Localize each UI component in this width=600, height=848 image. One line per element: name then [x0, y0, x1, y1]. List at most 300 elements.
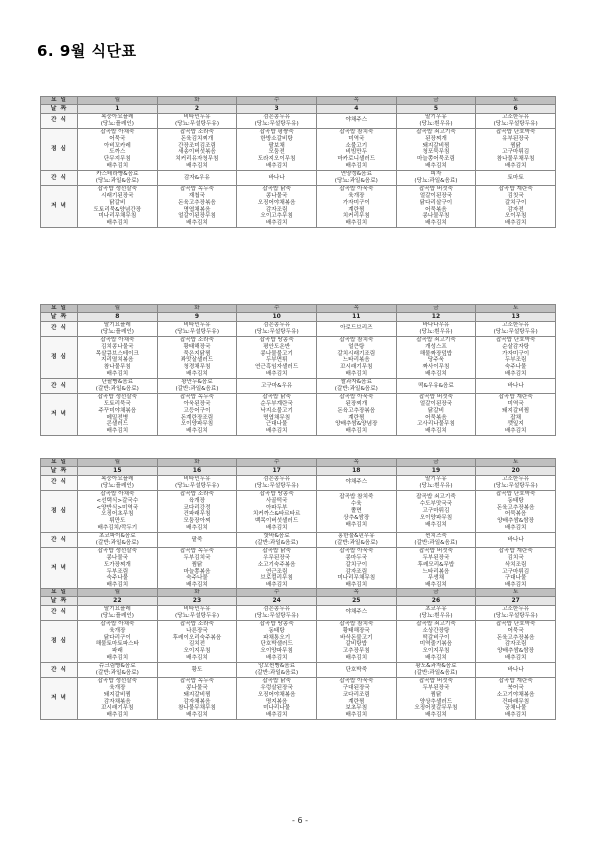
dinner-cell	[157, 393, 237, 435]
day-name: 화	[157, 97, 237, 105]
menu-item: 어묵국	[507, 627, 524, 634]
menu-item: 잡곡밥 소라죽	[179, 128, 215, 135]
menu-item: 돈계란장조림	[180, 414, 214, 421]
menu-item: 얼갈이된장국	[419, 400, 453, 407]
menu-item: 연근조림	[265, 568, 288, 575]
menu-item: 어묵볶음	[425, 206, 447, 213]
menu-item: 된장찌개	[345, 400, 368, 407]
menu-item: 콘샐러드	[106, 421, 129, 428]
day-name: 금	[396, 459, 476, 467]
menu-item: 치커까스&타르타르	[252, 511, 301, 518]
menu-item: 동태탕	[268, 627, 285, 634]
menu-item: 감자채볶음	[183, 698, 211, 705]
menu-item: 얼갈이된장무침	[178, 213, 216, 220]
menu-item: 비타민두유	[183, 606, 211, 612]
lunch-cell	[78, 128, 158, 170]
menu-item: 배추김치	[504, 582, 527, 589]
menu-item: 배추김치	[345, 371, 368, 378]
menu-item: 미나리무채무침	[98, 213, 137, 220]
dinner-cell	[476, 393, 556, 435]
menu-item: 배추김치	[265, 655, 288, 662]
snack-cell	[396, 606, 476, 621]
menu-item: 피자	[430, 171, 442, 178]
menu-item: 구대나물	[504, 575, 527, 582]
menu-item: 두부조림	[106, 568, 129, 575]
snack-cell	[476, 114, 556, 129]
dinner-cell	[237, 677, 317, 719]
menu-item: 느타리볶음	[422, 568, 450, 575]
snack-cell	[78, 322, 158, 337]
menu-item: 바나나	[507, 666, 524, 673]
menu-item: 오징어야채볶음	[257, 199, 296, 206]
day-name: 월	[78, 97, 158, 105]
snack-cell	[237, 606, 317, 621]
menu-item: 어묵국	[109, 135, 126, 142]
date-row	[41, 313, 556, 322]
menu-item: 비타민두유	[183, 476, 211, 482]
menu-item: 잡곡밥 땅콩죽	[259, 620, 294, 627]
row-label-day: 요 일	[41, 97, 78, 105]
dinner-cell	[316, 393, 396, 435]
menu-item: 한방소갈비탕	[260, 135, 293, 142]
date-cell: 10	[237, 313, 317, 322]
menu-item: 비타민두유	[183, 114, 211, 120]
menu-item: 배추김치	[425, 371, 447, 378]
snack-cell	[316, 476, 396, 491]
menu-item: 오이양파무침	[180, 421, 214, 428]
menu-item: 콩나물국	[265, 192, 288, 199]
menu-item: 북어국	[507, 684, 524, 691]
date-cell: 24	[237, 597, 317, 606]
row-label-snack: 간 식	[41, 663, 78, 678]
menu-item: 왕만두&음료	[181, 379, 213, 386]
menu-item: 코다리강정	[183, 504, 211, 511]
menu-item: 마늘쫑볶음	[183, 568, 211, 575]
menu-item: 고소한두유	[502, 606, 530, 612]
menu-item: 돈육고추장볶음	[496, 634, 535, 641]
menu-item: (당뇨:플레인)	[100, 328, 134, 335]
menu-item: 고소한두유	[502, 476, 530, 482]
dinner-cell	[476, 185, 556, 227]
menu-item: 잡곡밥 아채죽	[100, 620, 135, 627]
menu-item: 돼지갈비찜	[103, 691, 131, 698]
menu-item: 배추김치	[504, 220, 527, 227]
menu-item: 배추김치	[345, 163, 368, 170]
menu-item: 육개장	[188, 497, 206, 504]
snack-cell	[157, 476, 237, 491]
menu-item: 치커리유자청무침	[175, 156, 219, 163]
menu-item: 나른장국	[186, 627, 208, 634]
menu-item: (당뇨:무설탕두유)	[174, 482, 220, 489]
menu-item: 돼지갈비찜	[183, 691, 211, 698]
dinner-cell	[237, 185, 317, 227]
menu-item: 배추김치/깍두기	[97, 525, 138, 532]
menu-item: 핫바&음료	[263, 533, 290, 540]
day-name: 토	[476, 305, 556, 313]
snack-cell	[78, 114, 158, 129]
menu-item: 김치전	[188, 641, 206, 648]
snack-cell	[78, 171, 158, 186]
lunch-cell	[78, 620, 158, 662]
menu-item: 가자미구이	[342, 199, 370, 206]
menu-item: (당뇨:과일&음료)	[95, 178, 139, 185]
menu-item: 콩나물무침	[422, 213, 450, 220]
menu-item: 바나나	[268, 174, 285, 181]
menu-item: 바나나	[507, 382, 524, 389]
menu-item: 파래	[111, 648, 123, 655]
menu-item: 잡곡밥 아욱죽	[339, 393, 374, 400]
menu-item: 잡곡밥 녹두죽	[179, 677, 215, 684]
menu-item: 새송이버섯볶음	[178, 149, 216, 156]
menu-item: 배추김치	[425, 582, 447, 589]
menu-item: 두부된장국	[422, 554, 450, 561]
lunch-cell	[476, 620, 556, 662]
menu-item: 잡곡밥 소라죽	[179, 336, 215, 343]
menu-item: 배추김치	[425, 655, 447, 662]
day-name: 화	[157, 459, 237, 467]
menu-item: 검은콩두유	[263, 476, 291, 482]
snack2-row	[41, 533, 556, 548]
snack-cell	[316, 379, 396, 394]
menu-item: (갈반:과일&음료)	[255, 670, 299, 677]
menu-item: 단호박샐러드	[260, 641, 293, 648]
menu-item: 육개장	[109, 627, 126, 634]
dinner-cell	[237, 393, 317, 435]
dinner-row	[41, 185, 556, 227]
menu-item: 팔보채	[268, 142, 285, 149]
menu-item: 오이지무침	[422, 648, 450, 655]
date-cell: 19	[396, 467, 476, 476]
snack-cell	[157, 114, 237, 129]
menu-item: 바삭돈불고기	[340, 634, 373, 641]
menu-item: 잡곡밥 참치죽	[339, 494, 374, 501]
menu-item: 고소한두유	[502, 322, 530, 328]
menu-item: 배추김치	[186, 655, 208, 662]
menu-item: 브로컬리무침	[260, 575, 293, 582]
snack-cell	[78, 606, 158, 621]
menu-item: 쫄면	[350, 508, 362, 514]
menu-item: 잡곡밥 참치죽	[339, 336, 374, 343]
menu-item: (당뇨:무설탕두유)	[174, 612, 220, 619]
menu-item: 바나나	[507, 536, 524, 543]
menu-item: (당뇨:흰우유)	[419, 328, 453, 335]
row-label-lunch: 점 심	[41, 490, 78, 532]
date-cell: 17	[237, 467, 317, 476]
lunch-row	[41, 128, 556, 170]
menu-item: 배추김치	[345, 428, 368, 435]
date-cell: 13	[476, 313, 556, 322]
day-name: 토	[476, 589, 556, 597]
snack2-row	[41, 171, 556, 186]
menu-item: 배추김치	[425, 163, 447, 170]
snack-cell	[396, 533, 476, 548]
menu-week-table	[40, 588, 556, 720]
menu-item: (당뇨:플레인)	[100, 612, 134, 619]
menu-item: 후레이오리숙주볶음	[172, 634, 222, 641]
menu-item: 두부면튀	[265, 357, 288, 364]
menu-item: 배추김치	[106, 655, 129, 662]
menu-item: 얼큰탕	[348, 343, 365, 350]
menu-item: 마늘쫑어묵조림	[417, 156, 455, 163]
menu-item: 배추김치	[504, 712, 527, 719]
menu-item: 찜닭	[430, 691, 442, 698]
snack1-row	[41, 322, 556, 337]
menu-item: 간장조미김조림	[178, 142, 216, 149]
dinner-cell	[157, 547, 237, 589]
dinner-row	[41, 393, 556, 435]
menu-item: 보초무침	[345, 705, 368, 712]
lunch-cell	[237, 336, 317, 378]
menu-item: 양상추샐러드	[419, 698, 453, 705]
menu-item: (당뇨:흰우유)	[419, 482, 453, 489]
snack-cell	[316, 114, 396, 129]
snack-cell	[476, 171, 556, 186]
menu-item: 쌀과자&음료	[340, 379, 372, 386]
day-name: 금	[396, 97, 476, 105]
menu-item: 카스테라빵&음료	[96, 171, 139, 178]
menu-item: 깻잎지	[507, 421, 524, 428]
menu-item: (당뇨:무설탕두유)	[493, 612, 538, 619]
menu-item: 딸기요플레	[103, 606, 131, 612]
page-number: - 6 -	[292, 816, 308, 825]
menu-item: 모둠장아찌	[183, 518, 211, 525]
snack-cell	[157, 379, 237, 394]
menu-item: 참나물무채무침	[178, 705, 216, 712]
menu-item: 배추김치	[265, 220, 288, 227]
menu-item: 콩나물국	[106, 554, 129, 561]
menu-item: 육개장	[109, 684, 126, 691]
menu-item: (갈반:과일&음료)	[95, 670, 139, 677]
date-cell: 1	[78, 105, 158, 114]
row-label-dinner: 저 녁	[41, 547, 78, 589]
menu-item: 코다리조림	[342, 691, 370, 698]
snack-cell	[237, 379, 317, 394]
snack-cell	[316, 171, 396, 186]
menu-item: 바나나우유	[422, 322, 450, 328]
menu-item: 동태탕	[507, 497, 524, 504]
snack-cell	[157, 663, 237, 678]
menu-item: 도까스	[109, 149, 126, 156]
menu-item: 배추김치	[106, 428, 129, 435]
menu-item: 배추김치	[186, 163, 208, 170]
snack-cell	[316, 663, 396, 678]
menu-item: 어묵볶음	[425, 414, 447, 421]
lunch-cell	[78, 336, 158, 378]
menu-item: 배추김치	[106, 371, 129, 378]
menu-item: 배추김치	[265, 582, 288, 589]
menu-item: 배추김치	[345, 712, 368, 719]
menu-item: 잡곡밥 아욱죽	[339, 677, 374, 684]
menu-item: 미나리무채무침	[337, 575, 376, 582]
menu-item: 감자전	[507, 206, 524, 213]
dayname-row	[41, 97, 556, 105]
menu-item: 고구마튀김	[502, 568, 530, 575]
lunch-row	[41, 620, 556, 662]
menu-item: 개성스프	[425, 343, 447, 350]
row-label-lunch: 점 심	[41, 620, 78, 662]
menu-item: 평안도온반	[263, 343, 291, 350]
menu-item: 배추김치	[265, 428, 288, 435]
day-name: 월	[78, 459, 158, 467]
menu-item: 잡곡밥 쇠고기죽	[416, 494, 456, 501]
menu-item: 고추장무침	[342, 648, 370, 655]
row-label-date: 날 짜	[41, 597, 78, 606]
menu-item: 재첩국	[188, 192, 206, 199]
menu-item: 명엽채무침	[263, 414, 291, 421]
menu-item: (갈반:과일&음료)	[95, 540, 139, 547]
menu-item: (당뇨:플레인)	[100, 482, 134, 489]
menu-item: 잡곡밥 녹두죽	[179, 185, 215, 192]
menu-item: 토마토	[507, 174, 524, 181]
dayname-row	[41, 589, 556, 597]
snack-cell	[396, 322, 476, 337]
menu-item: 잡곡밥 닭죽	[262, 393, 292, 400]
snack2-row	[41, 379, 556, 394]
day-name: 월	[78, 305, 158, 313]
lunch-row	[41, 490, 556, 532]
snack-cell	[396, 379, 476, 394]
menu-item: 건파래무침	[502, 698, 530, 705]
day-name: 목	[316, 589, 396, 597]
menu-item: 닭다리살구이	[419, 199, 453, 206]
row-label-day: 요 일	[41, 589, 78, 597]
dinner-cell	[476, 677, 556, 719]
menu-item: 감자채볶음	[103, 698, 131, 705]
menu-item: (당뇨:무설탕두유)	[174, 120, 220, 127]
menu-item: 아로드브리즈	[340, 325, 373, 332]
snack-cell	[157, 533, 237, 548]
dinner-cell	[396, 677, 476, 719]
menu-item: 돈육고추장볶음	[496, 504, 535, 511]
date-cell: 16	[157, 467, 237, 476]
menu-item: 돼지갈비찜	[502, 407, 530, 414]
menu-item: 잡곡밥 소라죽	[179, 490, 215, 497]
menu-item: 고등어구이	[183, 407, 211, 414]
menu-item: 배추김치	[106, 712, 129, 719]
menu-item: 육개장	[348, 192, 365, 199]
menu-item: <선택식>갈국수	[96, 497, 139, 504]
dinner-cell	[396, 393, 476, 435]
menu-item: (당뇨:무설탕두유)	[493, 120, 538, 127]
snack-cell	[476, 533, 556, 548]
lunch-cell	[157, 128, 237, 170]
menu-item: 어묵볶음	[504, 511, 527, 518]
menu-item: 잡곡밥 계란죽	[498, 547, 533, 554]
menu-item: 묵은지닭찜	[183, 350, 211, 357]
date-cell: 20	[476, 467, 556, 476]
menu-item: 단호박죽	[345, 666, 368, 673]
menu-item: 배추김치	[504, 525, 527, 532]
menu-item: 떡갈비구이	[422, 634, 450, 641]
snack1-row	[41, 606, 556, 621]
lunch-cell	[396, 128, 476, 170]
menu-item: 당주욱	[427, 357, 445, 364]
menu-item: 야채주스	[345, 609, 368, 616]
menu-item: 고구마튀김	[502, 149, 530, 156]
menu-item: 배추김치	[345, 521, 368, 528]
menu-item: 배추김치	[265, 712, 288, 719]
menu-item: 배추김치	[504, 371, 527, 378]
row-label-lunch: 점 심	[41, 128, 78, 170]
menu-item: 감자&우유	[183, 174, 210, 181]
menu-item: 두부조림	[504, 357, 527, 364]
lunch-cell	[316, 336, 396, 378]
menu-item: 상추&쌈장	[343, 514, 370, 521]
menu-item: 양배추쌈&쌈장	[497, 648, 535, 655]
menu-item: 초코우유	[425, 606, 447, 612]
menu-item: 도가장찌개	[103, 561, 131, 568]
menu-item: 숙주나물	[106, 575, 129, 582]
lunch-cell	[476, 128, 556, 170]
menu-item: 삭치조림	[504, 561, 527, 568]
menu-item: (갈반:과일&음료)	[414, 670, 458, 677]
menu-item: 배추김치	[106, 220, 129, 227]
menu-item: 백목이버섯샐러드	[255, 518, 299, 525]
menu-item: 복숭아요플레	[101, 114, 134, 120]
menu-item: 감자조림	[265, 206, 288, 213]
menu-item: (당뇨:무설탕두유)	[174, 328, 220, 335]
menu-item: 황태해장국	[183, 343, 211, 350]
lunch-cell	[157, 336, 237, 378]
menu-item: 도라지오이무침	[257, 156, 296, 163]
snack-cell	[157, 606, 237, 621]
snack-cell	[476, 476, 556, 491]
menu-item: 황도	[191, 666, 203, 673]
menu-item: 해물토마토파스타	[95, 641, 139, 648]
menu-item: 계란찜	[348, 414, 365, 421]
row-label-snack: 간 식	[41, 114, 78, 129]
day-name: 목	[316, 97, 396, 105]
menu-item: 갈치시래기조림	[337, 350, 376, 357]
menu-item: 찐치즈죽	[425, 533, 447, 540]
menu-item: 참나물무채무침	[496, 156, 535, 163]
dinner-cell	[316, 547, 396, 589]
menu-item: 순두부계란국	[260, 400, 293, 407]
lunch-cell	[237, 620, 317, 662]
menu-item: 야채주스	[345, 117, 368, 124]
dinner-cell	[316, 677, 396, 719]
menu-item: 도토리묵국	[103, 400, 131, 407]
menu-item: 명엽채볶음	[183, 206, 211, 213]
menu-item: 배추김치	[345, 220, 368, 227]
dinner-cell	[396, 547, 476, 589]
menu-item: 닭갈비	[427, 407, 445, 414]
menu-item: 잡곡밥 아욱죽	[339, 185, 374, 192]
menu-item: 잡곡밥 버섯죽	[418, 677, 454, 684]
menu-item: 잡곡밥 땅콩죽	[259, 336, 294, 343]
row-label-day: 요 일	[41, 459, 78, 467]
day-name: 월	[78, 589, 158, 597]
menu-item: 잡곡밥 생선살죽	[97, 393, 138, 400]
menu-item: 배추김치	[425, 220, 447, 227]
row-label-snack: 간 식	[41, 533, 78, 548]
date-cell: 23	[157, 597, 237, 606]
dinner-row	[41, 677, 556, 719]
snack-cell	[316, 322, 396, 337]
menu-item: 배추김치	[504, 428, 527, 435]
menu-item: 배추김치	[345, 655, 368, 662]
menu-item: 비빔만두	[345, 149, 368, 156]
menu-item: 비타민두유	[183, 322, 211, 328]
menu-item: 구대된장국	[342, 684, 370, 691]
menu-item: 소불고기	[345, 142, 368, 149]
menu-item: 배추김치	[186, 525, 208, 532]
menu-item: (당뇨:흰우유)	[419, 120, 453, 127]
menu-item: 두부된장국	[422, 684, 450, 691]
menu-item: 미역국	[348, 135, 365, 142]
menu-item: 튀만도	[109, 518, 126, 525]
menu-item: 잡곡밥 땅콩죽	[259, 490, 294, 497]
